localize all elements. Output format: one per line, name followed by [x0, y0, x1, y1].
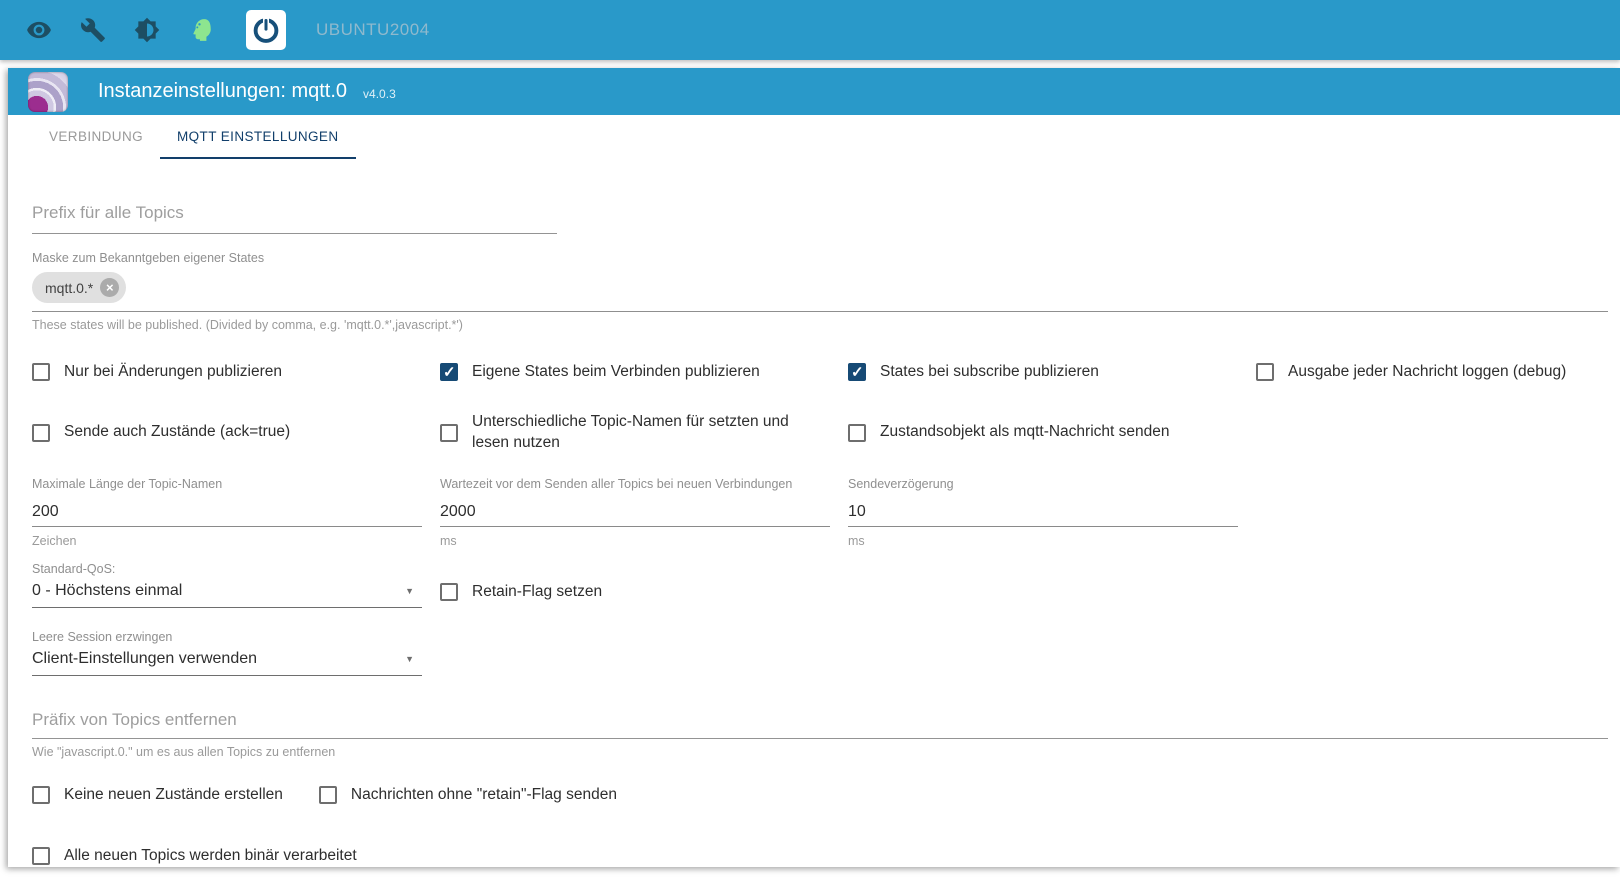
prefix-input[interactable] — [32, 223, 557, 234]
mask-field — [32, 251, 1608, 332]
qos-select-field — [32, 562, 422, 608]
field-label: Sendeverzögerung — [848, 476, 954, 491]
prefix-field[interactable] — [32, 203, 557, 234]
prefix-label: Prefix für alle Topics — [32, 203, 184, 222]
qos-row — [32, 562, 1608, 608]
checkbox-label: Eigene States beim Verbinden publizieren — [472, 363, 760, 380]
checkbox-box[interactable] — [848, 363, 866, 381]
checkbox-box[interactable] — [440, 424, 458, 442]
checkbox-box[interactable] — [32, 786, 50, 804]
chevron-down-icon: ▼ — [405, 653, 414, 664]
remove-prefix-input[interactable] — [32, 730, 1608, 739]
qos-select[interactable] — [32, 576, 422, 608]
session-select-field — [32, 630, 422, 676]
checkbox-box[interactable] — [319, 786, 337, 804]
retain-cell — [440, 582, 1608, 603]
checkbox-label: States bei subscribe publizieren — [880, 363, 1099, 380]
checkbox-box[interactable] — [1256, 363, 1274, 381]
settings-form — [8, 203, 1620, 867]
session-select[interactable] — [32, 644, 422, 676]
send-interval-input[interactable]: 10 — [848, 503, 1238, 527]
mask-helper: These states will be published. (Divided by comma, e.g. 'mqtt.0.*',javascript.*') — [32, 318, 463, 332]
checkbox-box[interactable] — [848, 424, 866, 442]
checkbox-label: Keine neuen Zustände erstellen — [64, 785, 283, 803]
checkbox-binary-topics[interactable] — [32, 846, 1608, 867]
field-label: Standard-QoS: — [32, 561, 116, 576]
number-fields-row — [32, 477, 1608, 548]
brightness-icon[interactable] — [134, 17, 160, 43]
session-selected-value: Client-Einstellungen verwenden — [32, 649, 258, 667]
iobroker-logo[interactable] — [246, 10, 286, 50]
app-bar — [0, 0, 1620, 60]
mask-chip-input[interactable] — [32, 265, 1608, 312]
field-unit: ms — [848, 533, 865, 548]
checkbox-send-without-retain[interactable] — [319, 785, 617, 806]
checkbox-debug-log[interactable] — [1256, 362, 1608, 383]
checkbox-label: Alle neuen Topics werden binär verarbeitet — [64, 846, 357, 864]
checkbox-row-3 — [32, 785, 1608, 806]
checkbox-retain-flag[interactable] — [440, 582, 1608, 603]
check-icon: ✓ — [443, 364, 456, 382]
checkbox-send-ack-states[interactable] — [32, 422, 440, 443]
send-delay-on-connect-input[interactable]: 2000 — [440, 503, 830, 527]
send-delay-on-connect-field — [440, 477, 830, 548]
remove-prefix-helper: Wie "javascript.0." um es aus allen Topics zu entfernen — [32, 744, 336, 759]
mask-label: Maske zum Bekanntgeben eigener States — [32, 251, 265, 265]
checkbox-label: Retain-Flag setzen — [472, 582, 603, 600]
checkbox-publish-on-subscribe[interactable] — [848, 362, 1256, 383]
checkbox-label: Nachrichten ohne "retain"-Flag senden — [350, 785, 617, 803]
mask-chip[interactable] — [32, 272, 126, 303]
max-topic-length-field — [32, 477, 422, 548]
field-label: Leere Session erzwingen — [32, 629, 173, 644]
tab-verbindung[interactable]: VERBINDUNG — [49, 128, 144, 144]
dialog-header — [8, 68, 1620, 115]
checkbox-box[interactable] — [32, 424, 50, 442]
field-label: Maximale Länge der Topic-Namen — [32, 476, 223, 491]
eye-icon[interactable] — [26, 17, 52, 43]
checkbox-publish-on-change[interactable] — [32, 362, 440, 383]
checkbox-label: Zustandsobjekt als mqtt-Nachricht senden — [880, 423, 1170, 441]
session-row — [32, 630, 1608, 676]
checkbox-row-2 — [32, 411, 1608, 455]
wrench-icon[interactable] — [80, 17, 106, 43]
checkbox-no-new-states[interactable] — [32, 785, 283, 806]
checkbox-box[interactable] — [440, 583, 458, 601]
checkbox-row-1 — [32, 362, 1608, 383]
remove-prefix-label: Präfix von Topics entfernen — [32, 709, 237, 729]
checkbox-label: Ausgabe jeder Nachricht loggen (debug) — [1288, 363, 1567, 380]
chip-delete-icon[interactable]: × — [100, 278, 119, 297]
dialog-version: v4.0.3 — [363, 86, 396, 101]
chevron-down-icon: ▼ — [405, 585, 414, 596]
field-unit: Zeichen — [32, 533, 77, 548]
checkbox-row-4 — [32, 846, 1608, 867]
checkbox-label: Nur bei Änderungen publizieren — [64, 363, 283, 380]
head-icon[interactable] — [188, 17, 214, 43]
field-unit: ms — [440, 533, 457, 548]
remove-prefix-field — [32, 710, 1608, 759]
checkbox-box[interactable] — [32, 363, 50, 381]
dialog-title: Instanzeinstellungen: mqtt.0 — [98, 80, 348, 102]
host-name: UBUNTU2004 — [316, 20, 430, 39]
checkbox-box[interactable] — [32, 847, 50, 865]
send-interval-field — [848, 477, 1238, 548]
checkbox-different-topic-names[interactable] — [440, 412, 848, 454]
tab-bar — [8, 115, 1620, 159]
instance-settings-dialog — [8, 68, 1620, 867]
checkbox-publish-own-states[interactable] — [440, 362, 848, 383]
checkbox-label: Sende auch Zustände (ack=true) — [64, 423, 291, 441]
check-icon: ✓ — [851, 364, 864, 382]
max-topic-length-input[interactable]: 200 — [32, 503, 422, 527]
chip-text: mqtt.0.* — [45, 279, 94, 296]
checkbox-state-object-as-message[interactable] — [848, 422, 1256, 443]
tab-mqtt-einstellungen[interactable]: MQTT EINSTELLUNGEN — [160, 115, 355, 159]
mqtt-adapter-icon — [28, 72, 68, 112]
checkbox-label: Unterschiedliche Topic-Namen für setzten und lesen nutzen — [472, 413, 789, 451]
checkbox-box[interactable] — [440, 363, 458, 381]
qos-selected-value: 0 - Höchstens einmal — [32, 581, 183, 599]
field-label: Wartezeit vor dem Senden aller Topics bei neuen Verbindungen — [440, 476, 793, 491]
